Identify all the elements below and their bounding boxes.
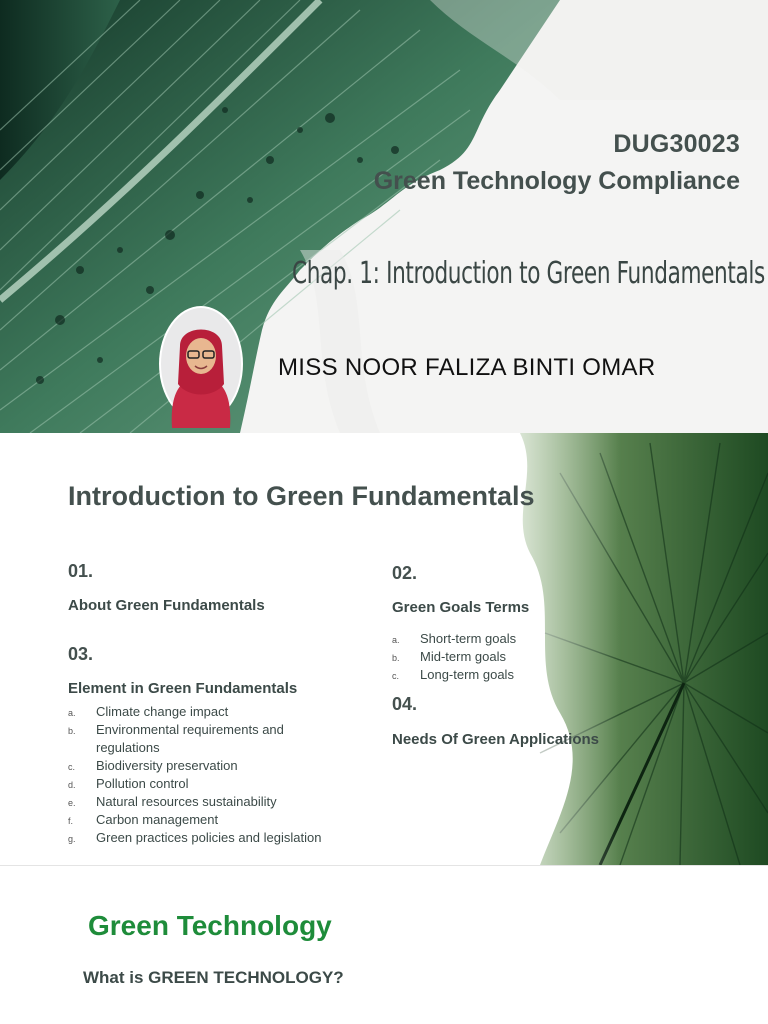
- list-item: a. Short-term goals: [392, 631, 517, 646]
- list-item: b. Environmental requirements and regulations: [68, 722, 284, 755]
- section-number: 02.: [392, 563, 418, 583]
- section-heading: Green Goals Terms: [392, 599, 530, 616]
- section-heading: Needs Of Green Applications: [392, 731, 599, 748]
- list-item: d. Pollution control: [68, 776, 189, 791]
- course-code: DUG30023: [613, 130, 740, 158]
- list-item: b. Mid-term goals: [392, 649, 506, 664]
- green-technology-slide: [0, 866, 768, 1024]
- section-number: 01.: [68, 561, 94, 581]
- list-item: a. Climate change impact: [68, 704, 229, 719]
- section-heading: Element in Green Fundamentals: [68, 680, 298, 697]
- section-heading: About Green Fundamentals: [68, 597, 265, 614]
- goals-list: [392, 630, 612, 684]
- author-name: MISS NOOR FALIZA BINTI OMAR: [278, 354, 656, 381]
- list-item: g. Green practices policies and legislation: [68, 830, 322, 845]
- list-item: e. Natural resources sustainability: [68, 794, 277, 809]
- contents-slide: [0, 433, 768, 865]
- list-item: c. Long-term goals: [392, 667, 514, 682]
- list-item: c. Biodiversity preservation: [68, 758, 238, 773]
- section-number: 04.: [392, 694, 418, 714]
- slide-title: Green Technology: [88, 910, 332, 941]
- slide-question: What is GREEN TECHNOLOGY?: [83, 968, 344, 987]
- course-title: Green Technology Compliance: [373, 167, 740, 195]
- title-slide: [0, 0, 768, 433]
- list-item: f. Carbon management: [68, 812, 219, 827]
- section-number: 03.: [68, 644, 94, 664]
- elements-list: [68, 703, 348, 847]
- contents-title: Introduction to Green Fundamentals: [68, 481, 535, 511]
- author-photo: [158, 306, 244, 428]
- chapter-title: Chap. 1: Introduction to Green Fundamentals: [292, 256, 765, 291]
